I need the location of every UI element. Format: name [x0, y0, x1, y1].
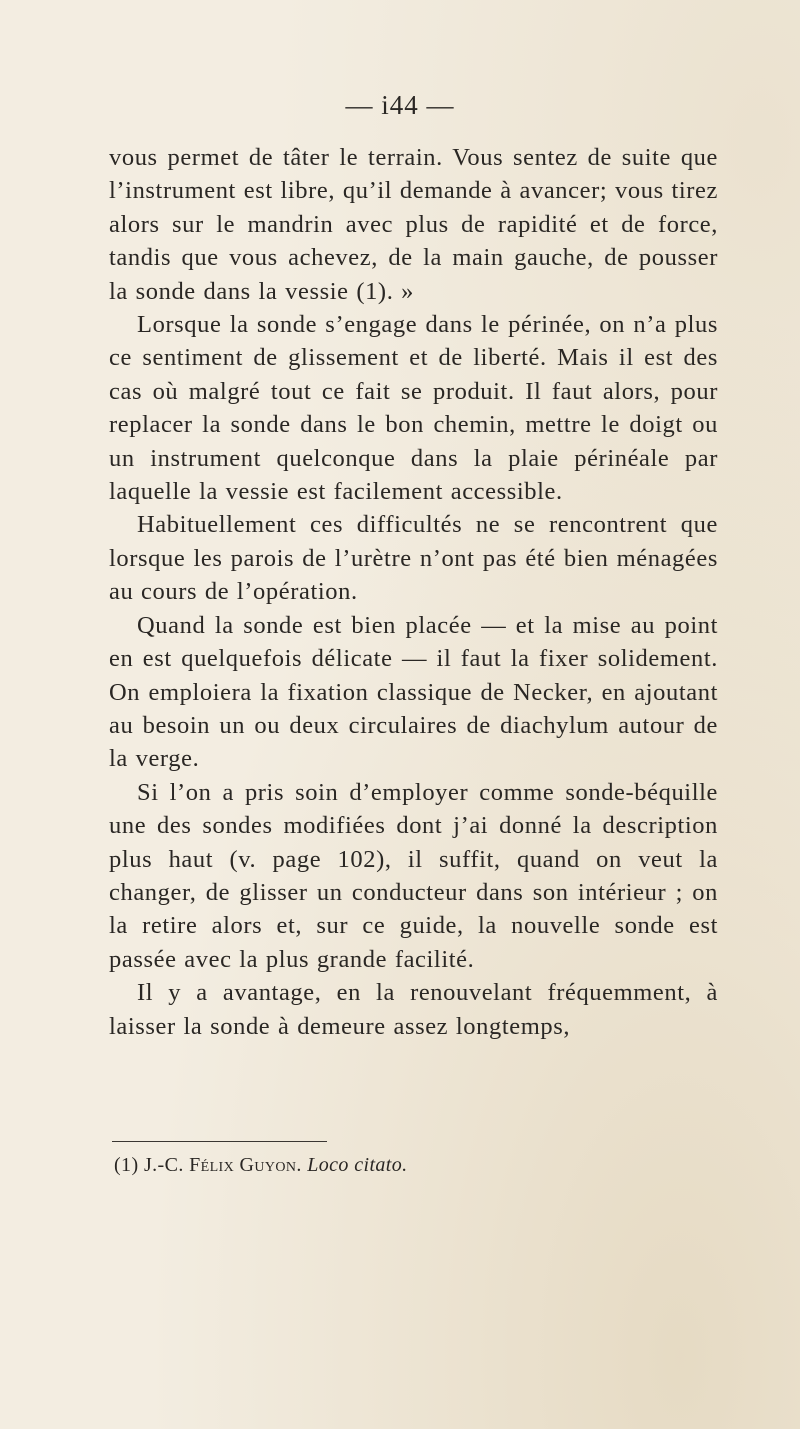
body-text	[109, 141, 718, 1043]
page-number: — i44 —	[345, 90, 455, 120]
paragraph: Il y a avantage, en la renouvelant fréquemment, à laisser la sonde à demeure assez longtemps,	[109, 979, 718, 1040]
footnote	[114, 1151, 714, 1179]
footnote-separator	[112, 1141, 327, 1142]
footnote-marker: (1)	[114, 1154, 139, 1176]
paragraph: Lorsque la sonde s’engage dans le périnée, on n’a plus ce sentiment de glissement et de liberté. Mais il est des cas où malgré tout ce fait se produit. Il faut alors, pour replacer la sonde dans le bon chemin, mettre le doigt ou un instrument quelconque dans la plaie périnéale par laquelle la vessie est facilement accessible.	[109, 311, 718, 506]
footnote-author: J.-C. Félix Guyon.	[143, 1154, 302, 1176]
paragraph: Si l’on a pris soin d’employer comme sonde-béquille une des sondes modifiées dont j’ai donné la description plus haut (v. page 102), il suffit, quand on veut la changer, de glisser un conducteur dans son intérieur ; on la retire alors et, sur ce guide, la nouvelle sonde est passée avec la plus grande facilité.	[109, 778, 718, 973]
paragraph: Habituellement ces difficultés ne se rencontrent que lorsque les parois de l’urètre n’ont pas été bien ménagées au cours de l’opération.	[109, 511, 718, 606]
paragraph: Quand la sonde est bien placée — et la mise au point en est quelquefois délicate — il faut la fixer solidement. On emploiera la fixation classique de Necker, en ajoutant au besoin un ou deux circulaires de diachylum autour de la verge.	[109, 611, 718, 773]
footnote-citation: Loco citato.	[307, 1154, 408, 1176]
paragraph-continued: vous permet de tâter le terrain. Vous sentez de suite que l’instrument est libre, qu’il demande à avancer; vous tirez alors sur le mandrin avec plus de rapidité et de force, tandis que vous achevez, de la main gauche, de pousser la sonde dans la vessie (1). »	[109, 144, 718, 305]
